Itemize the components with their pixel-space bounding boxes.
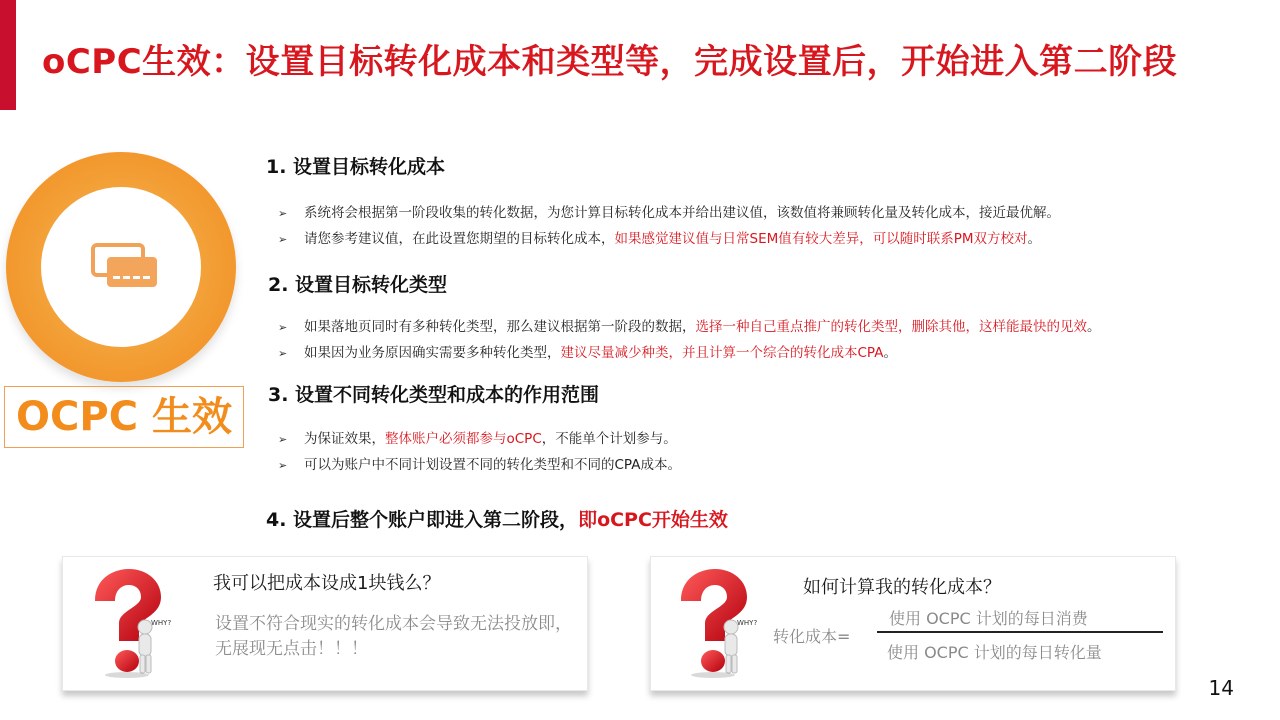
formula-numerator: 使用 OCPC 计划的每日消费 bbox=[889, 609, 1088, 628]
why-label: WHY? bbox=[151, 619, 172, 627]
slide-title: oCPC生效：设置目标转化成本和类型等，完成设置后，开始进入第二阶段 bbox=[42, 42, 1178, 82]
question-mark-figure-icon bbox=[87, 567, 172, 679]
arrow-bullet-icon: ➢ bbox=[278, 347, 288, 360]
formula-denominator: 使用 OCPC 计划的每日转化量 bbox=[887, 643, 1102, 662]
formula-label: 转化成本= bbox=[773, 627, 851, 646]
faq-panel-cost bbox=[62, 556, 588, 691]
faq-question-formula: 如何计算我的转化成本？ bbox=[803, 577, 1001, 598]
section-1-bullet-1: ➢ 系统将会根据第一阶段收集的转化数据，为您计算目标转化成本并给出建议值，该数值将兼顾转化量及转化成本，接近最优解。 bbox=[278, 205, 1060, 221]
ocpc-badge: OCPC 生效 bbox=[4, 386, 244, 448]
page-number: 14 bbox=[1208, 676, 1234, 700]
section-2-bullet-1: ➢ 如果落地页同时有多种转化类型，那么建议根据第一阶段的数据，选择一种自己重点推广的转化类型，删除其他，这样能最快的见效。 bbox=[278, 319, 1101, 335]
section-1-heading: 1. 设置目标转化成本 bbox=[266, 156, 446, 178]
section-3-bullet-2: ➢ 可以为账户中不同计划设置不同的转化类型和不同的CPA成本。 bbox=[278, 457, 681, 473]
faq-question-cost: 我可以把成本设成1块钱么？ bbox=[213, 573, 441, 594]
fraction-line bbox=[877, 631, 1163, 633]
arrow-bullet-icon: ➢ bbox=[278, 233, 288, 246]
why-label: WHY? bbox=[737, 619, 758, 627]
ocpc-ring-graphic bbox=[6, 152, 236, 382]
section-3-heading: 3. 设置不同转化类型和成本的作用范围 bbox=[268, 384, 600, 406]
title-accent-bar bbox=[0, 0, 16, 110]
section-2-bullet-2: ➢ 如果因为业务原因确实需要多种转化类型，建议尽量减少种类，并且计算一个综合的转化成本CPA。 bbox=[278, 345, 897, 361]
arrow-bullet-icon: ➢ bbox=[278, 321, 288, 334]
arrow-bullet-icon: ➢ bbox=[278, 433, 288, 446]
section-4-heading: 4. 设置后整个账户即进入第二阶段，即oCPC开始生效 bbox=[266, 509, 728, 531]
section-3-bullet-1: ➢ 为保证效果，整体账户必须都参与oCPC，不能单个计划参与。 bbox=[278, 431, 677, 447]
credit-cards-icon bbox=[91, 241, 161, 291]
question-mark-figure-icon bbox=[673, 567, 758, 679]
section-2-heading: 2. 设置目标转化类型 bbox=[268, 274, 448, 296]
arrow-bullet-icon: ➢ bbox=[278, 459, 288, 472]
arrow-bullet-icon: ➢ bbox=[278, 207, 288, 220]
section-1-bullet-2: ➢ 请您参考建议值，在此设置您期望的目标转化成本，如果感觉建议值与日常SEM值有较大差异，可以随时联系PM双方校对。 bbox=[278, 231, 1042, 247]
faq-panel-formula bbox=[650, 556, 1176, 691]
faq-answer-cost: 设置不符合现实的转化成本会导致无法投放即，无展现无点击！！！ bbox=[215, 614, 572, 659]
